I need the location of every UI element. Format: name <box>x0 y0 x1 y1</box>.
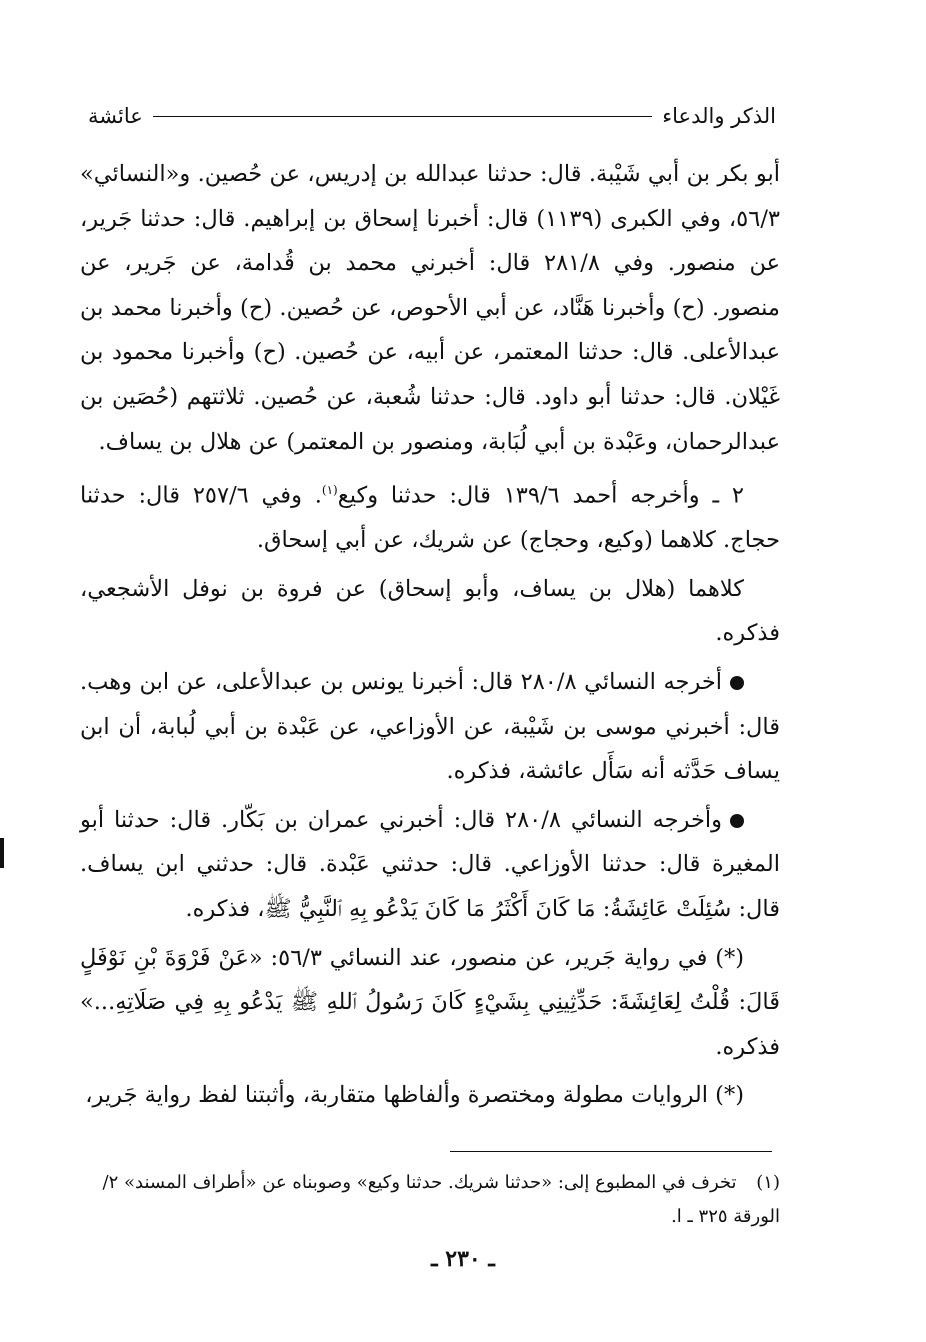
paragraph-4 <box>80 660 780 794</box>
paragraph-2-text-b: . وفي ٢٥٧/٦ قال: حدثنا حجاج. كلاهما (وكيع، وحجاج) عن شريك، عن أبي إسحاق. <box>80 482 780 554</box>
header-rule <box>153 116 653 117</box>
footnote-ref: (١) <box>321 483 338 498</box>
paragraph-5 <box>80 798 780 932</box>
paragraph-4-text: أخرجه النسائي ٢٨٠/٨ قال: أخبرنا يونس بن عبدالأعلى، عن ابن وهب. قال: أخبرني موسى بن شَيْبة، عن الأوزاعي، عن عَبْدة بن أبي لُبابة، أن ابن يساف حَدَّثه أنه سَأَل عائشة، فذكره. <box>80 669 780 785</box>
paragraph-3: كلاهما (هلال بن يساف، وأبو إسحاق) عن فروة بن نوفل الأشجعي، فذكره. <box>80 575 780 647</box>
paragraph-2 <box>80 468 780 563</box>
header-name: عائشة <box>88 104 143 128</box>
footnote <box>80 1166 780 1234</box>
margin-mark <box>0 838 4 868</box>
footnote-number: (١) <box>756 1172 780 1193</box>
paragraph-2-text-a: ٢ ـ وأخرجه أحمد ١٣٩/٦ قال: حدثنا وكيع <box>337 482 744 509</box>
main-text <box>80 152 780 1118</box>
running-header <box>88 98 776 134</box>
bullet-icon <box>730 814 744 828</box>
paragraph-6: (*) في رواية جَرير، عن منصور، عند النسائي ٥٦/٣: «عَنْ فَرْوَةَ بْنِ نَوْفَلٍ قَالَ: قُلْتُ لِعَائِشَةَ: حَدِّثِينِي بِشَيْءٍ كَانَ رَسُولُ ٱللهِ ﷺ يَدْعُو بِهِ فِي صَلَاتِهِ...» فذكره. <box>80 944 780 1060</box>
bullet-icon <box>730 676 744 690</box>
header-section-title: الذكر والدعاء <box>662 104 776 128</box>
paragraph-7: (*) الروايات مطولة ومختصرة وألفاظها متقاربة، وأثبتنا لفظ رواية جَرير، <box>85 1082 744 1109</box>
paragraph-1: أبو بكر بن أبي شَيْبة. قال: حدثنا عبدالله بن إدريس، عن حُصين. و«النسائي» ٥٦/٣، وفي الكبرى (١١٣٩) قال: أخبرنا إسحاق بن إبراهيم. قال: حدثنا جَرير، عن منصور. وفي ٢٨١/٨ قال: أخبرني محمد بن قُدامة، عن جَرير، عن منصور. (ح) وأخبرنا هَنَّاد، عن أبي الأحوص، عن حُصين. (ح) وأخبرنا محمد بن عبدالأعلى. قال: حدثنا المعتمر، عن أبيه، عن حُصين. (ح) وأخبرنا محمود بن غَيْلان. قال: حدثنا أبو داود. قال: حدثنا شُعبة، عن حُصين. ثلاثتهم (حُصَين بن عبدالرحمان، وعَبْدة بن أبي لُبَابة، ومنصور بن المعتمر) عن هلال بن يساف. <box>80 161 781 455</box>
footnote-separator <box>450 1151 772 1152</box>
paragraph-5-text: وأخرجه النسائي ٢٨٠/٨ قال: أخبرني عمران بن بَكّار. قال: حدثنا أبو المغيرة قال: حدثنا الأوزاعي. قال: حدثني عَبْدة. قال: حدثني ابن يساف. قال: سُئِلَتْ عَائِشَةُ: مَا كَانَ أَكْثَرُ مَا كَانَ يَدْعُو بِهِ ٱلنَّبِيُّ ﷺ، فذكره. <box>80 806 780 922</box>
page-number: ـ ٢٣٠ ـ <box>431 1246 495 1272</box>
footnote-text: تخرف في المطبوع إلى: «حدثنا شريك. حدثنا وكيع» وصوبناه عن «أطراف المسند» ٢/الورقة ٣٢٥ ـ ا. <box>102 1172 780 1227</box>
